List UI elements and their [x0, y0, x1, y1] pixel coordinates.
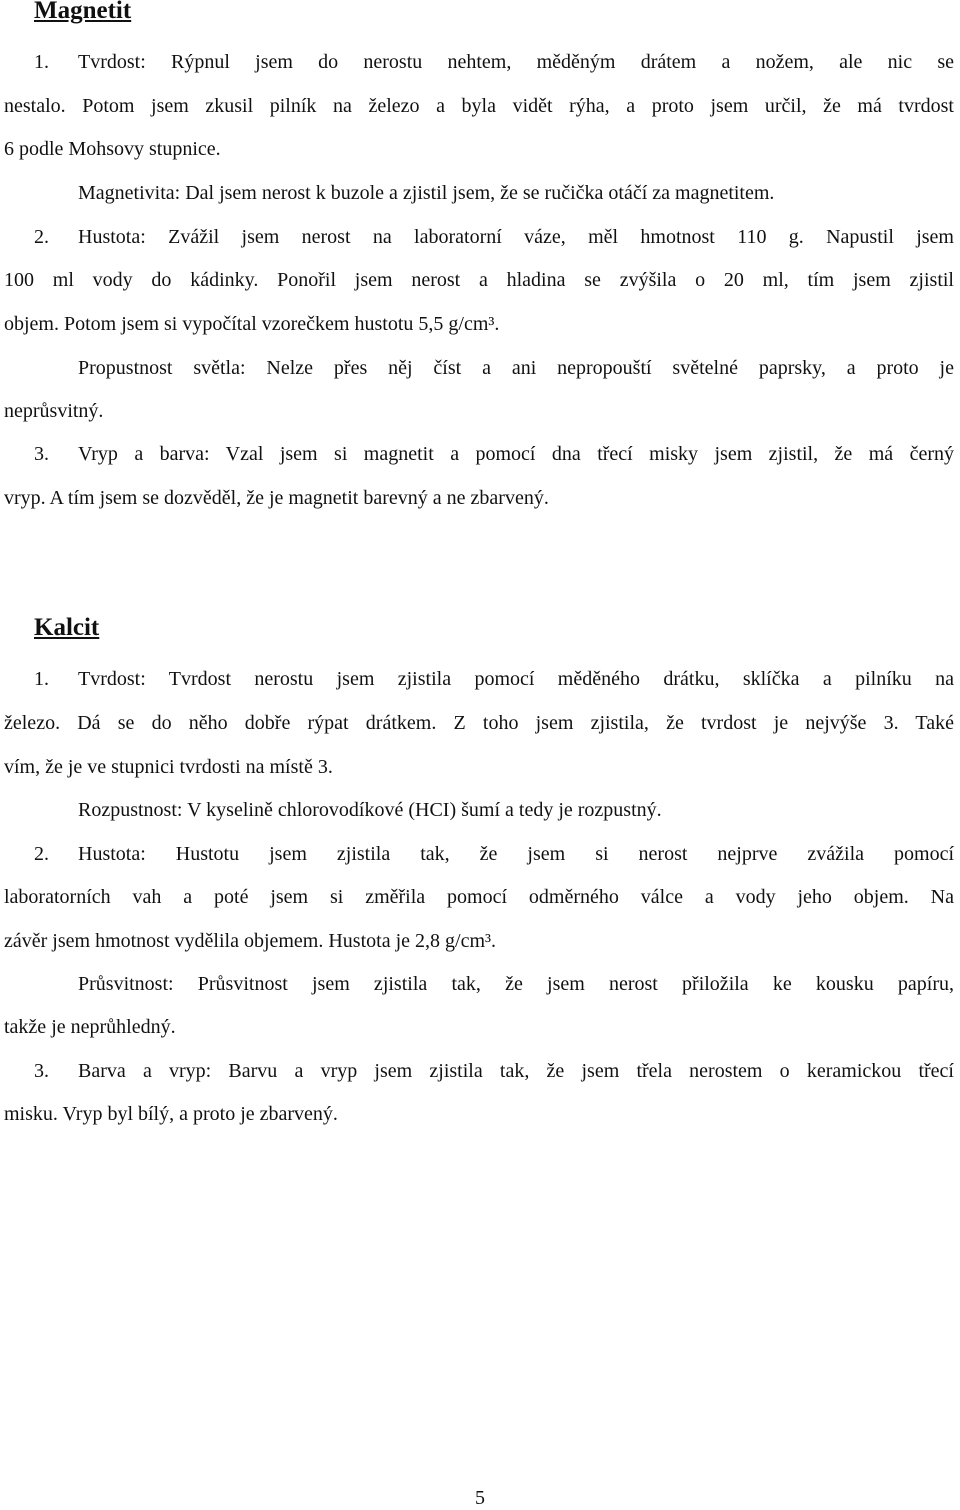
paragraph-line: Hustota: Zvážil jsem nerost na laboratorní váze, měl hmotnost 110 g. Napustil jsem	[78, 226, 954, 248]
page-number: 5	[475, 1487, 485, 1509]
paragraph-line: vryp. A tím jsem se dozvěděl, že je magnetit barevný a ne zbarvený.	[4, 487, 549, 509]
paragraph-line: železo. Dá se do něho dobře rýpat drátkem. Z toho jsem zjistila, že tvrdost je nejvýše 3. Také	[4, 712, 954, 734]
section-title-magnetit: Magnetit	[34, 0, 132, 24]
item-number: 2.	[34, 843, 49, 865]
paragraph-line: Magnetivita: Dal jsem nerost k buzole a zjistil jsem, že se ručička otáčí za magnetitem.	[78, 182, 775, 204]
paragraph-line: takže je neprůhledný.	[4, 1016, 176, 1038]
paragraph-line: 6 podle Mohsovy stupnice.	[4, 138, 221, 160]
paragraph-line: objem. Potom jsem si vypočítal vzorečkem hustotu 5,5 g/cm³.	[4, 313, 500, 335]
item-number: 2.	[34, 226, 49, 248]
item-number: 1.	[34, 668, 49, 690]
paragraph-line: Hustota: Hustotu jsem zjistila tak, že jsem si nerost nejprve zvážila pomocí	[78, 843, 954, 865]
paragraph-line: neprůsvitný.	[4, 400, 104, 422]
paragraph-line: Tvrdost: Tvrdost nerostu jsem zjistila pomocí měděného drátku, sklíčka a pilníku na	[78, 668, 954, 690]
paragraph-line: misku. Vryp byl bílý, a proto je zbarvený.	[4, 1103, 338, 1125]
item-number: 3.	[34, 1060, 49, 1082]
paragraph-line: 100 ml vody do kádinky. Ponořil jsem nerost a hladina se zvýšila o 20 ml, tím jsem zjistil	[4, 269, 954, 291]
paragraph-line: Vryp a barva: Vzal jsem si magnetit a pomocí dna třecí misky jsem zjistil, že má černý	[78, 443, 954, 465]
item-number: 3.	[34, 443, 49, 465]
paragraph-line: nestalo. Potom jsem zkusil pilník na železo a byla vidět rýha, a proto jsem určil, že má tvrdost	[4, 95, 954, 117]
paragraph-line: vím, že je ve stupnici tvrdosti na místě 3.	[4, 756, 333, 778]
item-number: 1.	[34, 51, 49, 73]
paragraph-line: Barva a vryp: Barvu a vryp jsem zjistila tak, že jsem třela nerostem o keramickou třecí	[78, 1060, 954, 1082]
paragraph-line: laboratorních vah a poté jsem si změřila pomocí odměrného válce a vody jeho objem. Na	[4, 886, 954, 908]
paragraph-line: Rozpustnost: V kyselině chlorovodíkové (HCI) šumí a tedy je rozpustný.	[78, 799, 662, 821]
paragraph-line: Propustnost světla: Nelze přes něj číst a ani nepropouští světelné paprsky, a proto je	[78, 357, 954, 379]
section-title-kalcit: Kalcit	[34, 614, 100, 641]
paragraph-line: Tvrdost: Rýpnul jsem do nerostu nehtem, měděným drátem a nožem, ale nic se	[78, 51, 954, 73]
paragraph-line: Průsvitnost: Průsvitnost jsem zjistila tak, že jsem nerost přiložila ke kousku papíru,	[78, 973, 954, 995]
paragraph-line: závěr jsem hmotnost vydělila objemem. Hustota je 2,8 g/cm³.	[4, 930, 497, 952]
